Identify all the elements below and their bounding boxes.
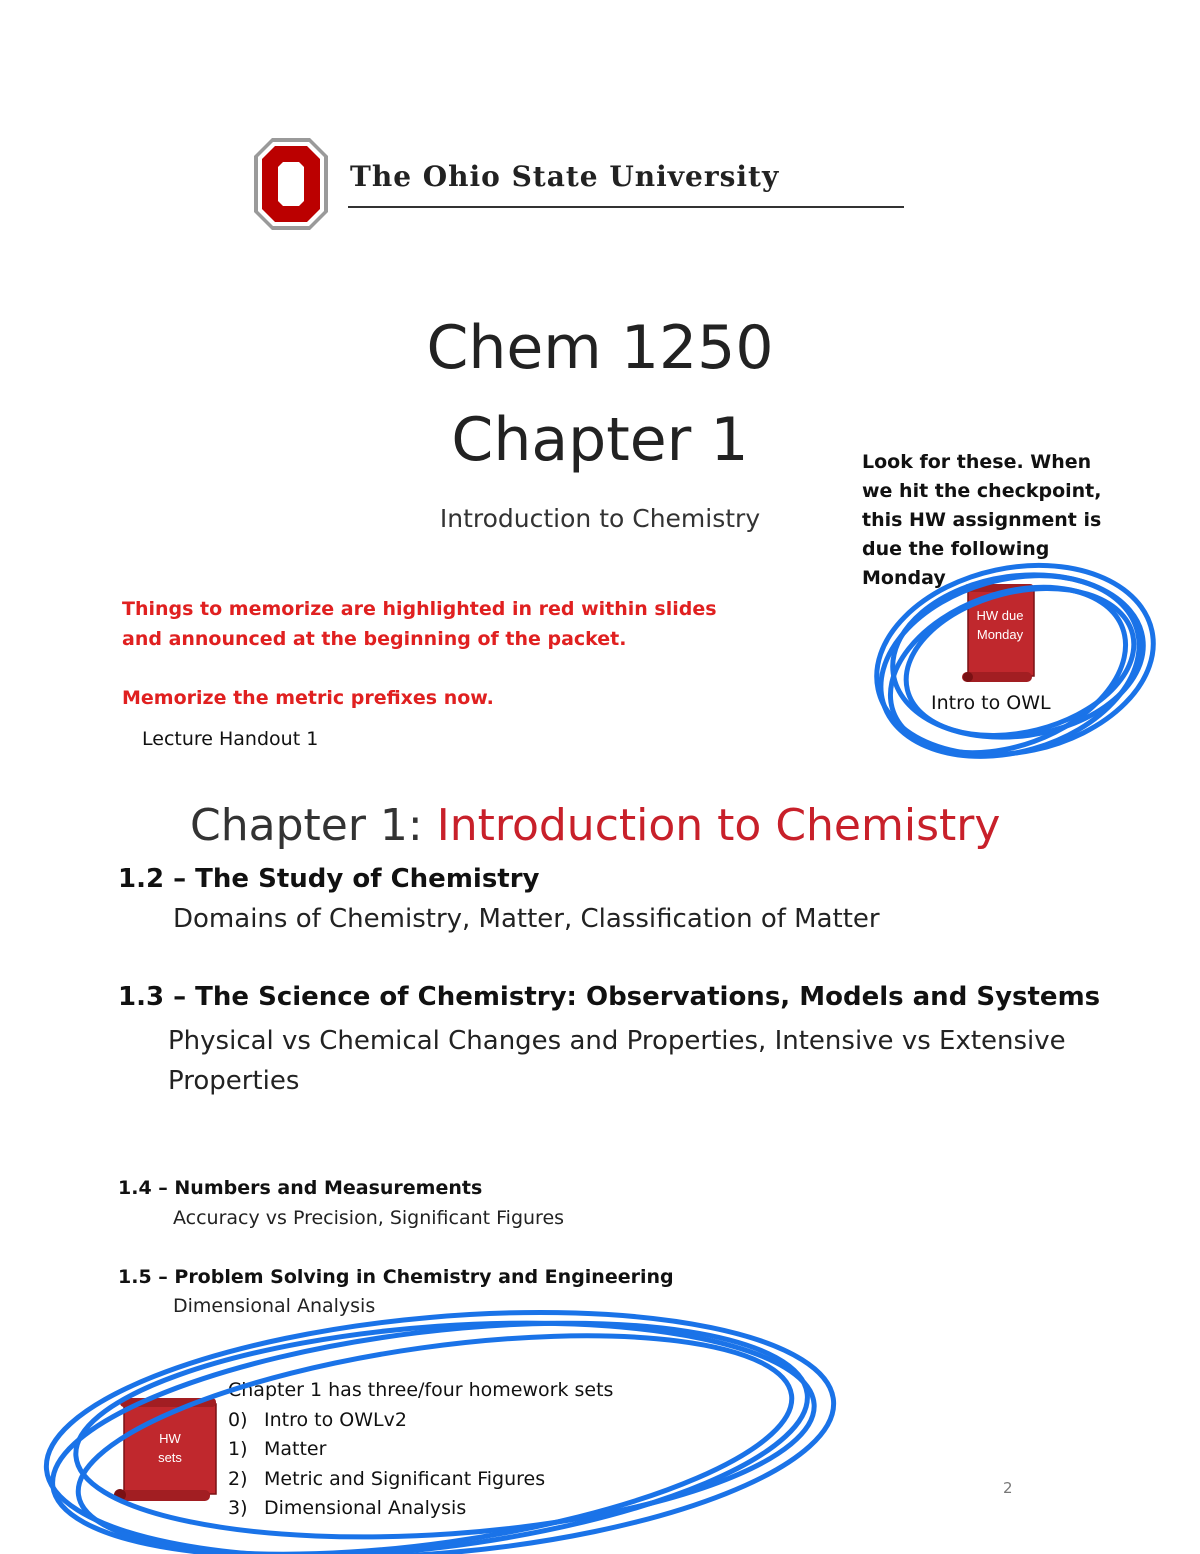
list-item: 0) Intro to OWLv2 (228, 1408, 407, 1431)
handwritten-circle-annotation (30, 1290, 860, 1554)
chapter-heading (190, 800, 1000, 851)
course-title: Chem 1250 (426, 313, 774, 383)
chapter-heading-prefix: Chapter 1: (190, 800, 423, 851)
homework-sets-intro: Chapter 1 has three/four homework sets (228, 1379, 614, 1401)
handwritten-circle-annotation (860, 548, 1170, 780)
university-wordmark: The Ohio State University (350, 160, 780, 193)
section-description: Physical vs Chemical Changes and Properties, Intensive vs Extensive Properties (168, 1026, 1066, 1096)
section-heading: 1.3 – The Science of Chemistry: Observations, Models and Systems (118, 982, 1101, 1012)
wordmark-underline (348, 206, 904, 208)
metric-prefix-note: Memorize the metric prefixes now. (122, 687, 494, 709)
section-heading: 1.4 – Numbers and Measurements (118, 1177, 483, 1199)
list-item: 1) Matter (228, 1438, 327, 1460)
hw-due-line1: HW due (976, 608, 1024, 623)
list-item: 2) Metric and Significant Figures (228, 1467, 546, 1490)
checkpoint-note: Look for these. When we hit the checkpoint, this HW assignment is due the following Monday (862, 451, 1102, 589)
page-number: 2 (1003, 1479, 1013, 1497)
hw-sets-line2: sets (158, 1450, 182, 1465)
section-description: Domains of Chemistry, Matter, Classification of Matter (173, 904, 880, 934)
hw-sets-line1: HW (159, 1431, 181, 1446)
section-description: Accuracy vs Precision, Significant Figures (173, 1207, 565, 1229)
list-item: 3) Dimensional Analysis (228, 1497, 467, 1519)
section-description: Dimensional Analysis (173, 1295, 376, 1317)
hw-badge-caption: Intro to OWL (931, 692, 1051, 714)
chapter-subtitle: Introduction to Chemistry (439, 504, 761, 533)
block-o-logo-icon (252, 136, 330, 232)
handout-label: Lecture Handout 1 (142, 728, 319, 750)
chapter-heading-title: Introduction to Chemistry (436, 800, 1001, 851)
chapter-title: Chapter 1 (451, 405, 749, 475)
memorize-instructions: Things to memorize are highlighted in red within slides and announced at the beginning of the packet. (122, 598, 717, 650)
hw-due-line2: Monday (976, 627, 1024, 642)
section-heading: 1.5 – Problem Solving in Chemistry and Engineering (118, 1266, 674, 1288)
section-heading: 1.2 – The Study of Chemistry (118, 864, 540, 894)
